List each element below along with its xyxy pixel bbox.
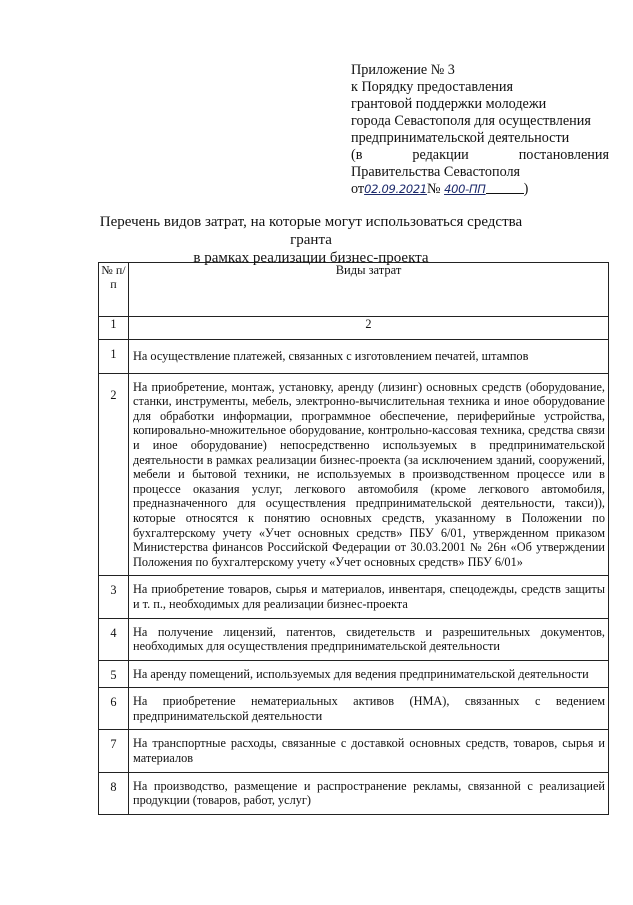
- row-number: 6: [110, 695, 117, 710]
- title-line-2: в рамках реализации бизнес-проекта: [193, 250, 429, 266]
- appendix-header: [351, 62, 609, 198]
- table-row: [99, 772, 609, 814]
- row-text: На получение лицензий, патентов, свидетельств и разрешительных документов, необходимых для осуществления предпринимательской деятельности: [129, 618, 609, 660]
- date-prefix: от: [351, 181, 365, 197]
- row-number: 1: [110, 347, 117, 361]
- row-number: 7: [110, 737, 117, 752]
- appendix-line: грантовой поддержки молодежи: [351, 96, 547, 112]
- row-text: На производство, размещение и распространение рекламы, связанной с реализацией продукции (товаров, работ, услуг): [129, 772, 609, 814]
- appendix-line: Приложение № 3: [351, 62, 455, 78]
- row-number: 8: [110, 779, 117, 794]
- edition-line: [351, 147, 609, 164]
- index-cell-2: 2: [129, 317, 609, 340]
- row-number: 5: [110, 667, 117, 682]
- table-row: [99, 576, 609, 618]
- appendix-line: к Порядку предоставления: [351, 79, 513, 95]
- row-text: На приобретение нематериальных активов (НМА), связанных с ведением предпринимательской деятельности: [129, 688, 609, 730]
- number-label: №: [426, 181, 441, 197]
- edition-word: постановления: [518, 147, 609, 163]
- row-text: На приобретение, монтаж, установку, аренду (лизинг) основных средств (оборудование, станки, инструменты, мебель, электронно-вычислительная техника и иное оборудование для обработки информации, программное обеспечение, периферийные устройства, копировально-множительное оборудование, контрольно-кассовая техника, средства связи и иное оборудование) непосредственно используемых в предпринимательской деятельности в рамках реализации бизнес-проекта (за исключением зданий, сооружений, мебели и бытовой техники, не используемых в производственном процессе или в процессе оказания услуг, легкового автомобиля (кроме легкового автомобиля, предназначенного для осуществления предпринимательской деятельности, такси)), которые относятся к понятию основных средств, указанному в Положении по бухгалтерскому учету «Учет основных средств» ПБУ 6/01, утвержденном приказом Министерства финансов Российской Федерации от 30.03.2001 № 26н «Об утверждении Положения по бухгалтерскому учету «Учет основных средств» ПБУ 6/01»: [129, 373, 609, 576]
- signature-blank: [486, 181, 524, 194]
- row-number: 2: [110, 387, 117, 402]
- row-number: 4: [110, 625, 117, 640]
- row-text: На осуществление платежей, связанных с изготовлением печатей, штампов: [129, 340, 609, 374]
- edition-word: редакции: [412, 147, 469, 163]
- table-row: [99, 373, 609, 576]
- table-row: [99, 340, 609, 374]
- appendix-line: предпринимательской деятельности: [351, 130, 570, 146]
- table-row: [99, 688, 609, 730]
- handwritten-date: 02.09.2021: [364, 182, 427, 196]
- header-number: № п/п: [99, 263, 129, 317]
- header-cost-types: Виды затрат: [129, 263, 609, 317]
- index-cell-1: 1: [99, 317, 129, 340]
- date-line: [351, 181, 609, 198]
- edition-word: (в: [351, 147, 363, 163]
- government-line: Правительства Севастополя: [351, 164, 521, 180]
- row-text: На транспортные расходы, связанные с доставкой основных средств, товаров, сырья и материалов: [129, 730, 609, 772]
- table-row: [99, 618, 609, 660]
- appendix-line: города Севастополя для осуществления: [351, 113, 591, 129]
- document-title: [95, 213, 527, 267]
- closing-bracket: ): [523, 181, 529, 197]
- table-row: [99, 730, 609, 772]
- cost-types-table: [98, 262, 609, 815]
- table-header-row: [99, 263, 609, 317]
- table-row: [99, 660, 609, 688]
- title-line-1: Перечень видов затрат, на которые могут использоваться средства гранта: [99, 214, 523, 248]
- handwritten-number: 400-ПП: [444, 182, 486, 196]
- row-text: На приобретение товаров, сырья и материалов, инвентаря, спецодежды, средств защиты и т. п., необходимых для реализации бизнес-проекта: [129, 576, 609, 618]
- row-number: 3: [110, 583, 117, 598]
- column-index-row: [99, 317, 609, 340]
- row-text: На аренду помещений, используемых для ведения предпринимательской деятельности: [129, 660, 609, 688]
